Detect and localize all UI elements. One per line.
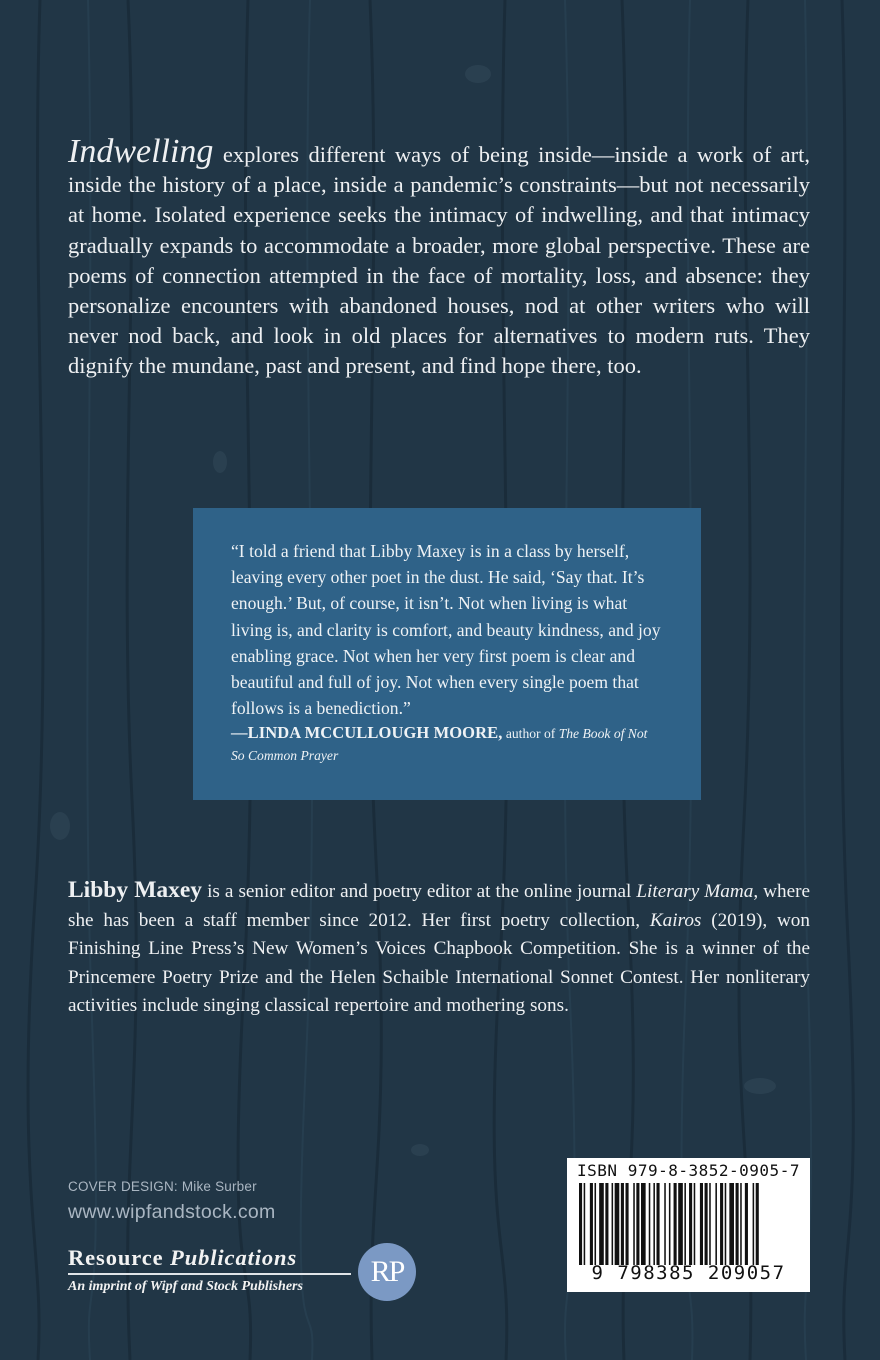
barcode-bar bbox=[709, 1183, 711, 1265]
barcode-bar bbox=[669, 1183, 671, 1265]
back-cover-blurb bbox=[68, 133, 810, 382]
barcode-bar bbox=[626, 1183, 629, 1265]
barcode-bar bbox=[689, 1183, 692, 1265]
endorsement-quote-box bbox=[193, 508, 701, 800]
endorsement-text: “I told a friend that Libby Maxey is in a class by herself, leaving every other poet in the dust. He said, ‘Say that. It’s enough.’ But, of course, it isn’t. Not when living is what living is, and clarity is comfort, and beauty kindness, and joy enabling grace. Not when her very first poem is clear and beautiful and full of joy. Not when every single poem that follows is a benediction.” bbox=[231, 541, 661, 719]
imprint-divider bbox=[68, 1273, 351, 1275]
bio-book: Kairos bbox=[649, 909, 702, 931]
barcode-bar bbox=[636, 1183, 639, 1265]
barcode-bar bbox=[753, 1183, 755, 1265]
cover-credits bbox=[68, 1178, 276, 1225]
author-bio bbox=[68, 876, 810, 1021]
imprint-subtitle bbox=[68, 1279, 353, 1295]
barcode-bar bbox=[715, 1183, 717, 1265]
imprint-title bbox=[68, 1244, 353, 1272]
barcode-bar bbox=[621, 1183, 624, 1265]
barcode-bar bbox=[674, 1183, 677, 1265]
blurb-text: explores different ways of being inside—inside a work of art, inside the history of a place, inside a pandemic’s constraints—but not necessarily at home. Isolated experience seeks the intimacy of indwelling, and that intimacy gradually expands to accommodate a broader, more global perspective. These are poems of connection attempted in the face of mortality, loss, and absence: they personalize encounters with abandoned houses, nod at other writers who will never nod back, and look in old places for alternatives to modern ruts. They dignify the mundane, past and present, and find hope there, too. bbox=[68, 142, 810, 379]
barcode-bar bbox=[590, 1183, 593, 1265]
barcode-bar bbox=[641, 1183, 646, 1265]
barcode-bar bbox=[579, 1183, 582, 1265]
barcode-bar bbox=[595, 1183, 597, 1265]
barcode-bar bbox=[633, 1183, 635, 1265]
barcode-bar bbox=[664, 1183, 666, 1265]
barcode-bar bbox=[729, 1183, 734, 1265]
barcode-bar bbox=[612, 1183, 614, 1265]
isbn-barcode bbox=[567, 1158, 810, 1292]
barcode-bars bbox=[579, 1183, 799, 1265]
bio-journal: Literary Mama bbox=[636, 881, 754, 902]
bio-text-3: (2019), won Finishing Line Press’s New Women’s Voices Chapbook Competition. She is a winner of the Princemere Poetry Prize and the Helen Schaible International Sonnet Contest. Her nonliterary activities include singing classical repertoire and mothering sons. bbox=[68, 909, 810, 1017]
barcode-bar bbox=[725, 1183, 727, 1265]
endorser-name: —LINDA MCCULLOUGH MOORE, bbox=[231, 723, 503, 743]
imprint-sub-a: An imprint of bbox=[68, 1279, 150, 1294]
rp-logo: RP bbox=[358, 1243, 416, 1301]
barcode-bar bbox=[705, 1183, 708, 1265]
imprint-title-b: Publications bbox=[170, 1245, 298, 1270]
barcode-bar bbox=[678, 1183, 683, 1265]
barcode-bar bbox=[584, 1183, 586, 1265]
author-name: Libby Maxey bbox=[68, 877, 203, 903]
isbn-label: ISBN 979-8-3852-0905-7 bbox=[577, 1161, 800, 1180]
barcode-bar bbox=[740, 1183, 742, 1265]
endorser-role: author of bbox=[502, 726, 559, 742]
imprint-sub-b: Wipf and Stock Publishers bbox=[149, 1279, 303, 1294]
bio-text-2: , where she has been a staff member since 2012. Her first poetry collection, bbox=[68, 881, 811, 931]
barcode-bar bbox=[694, 1183, 696, 1265]
barcode-bar bbox=[605, 1183, 608, 1265]
barcode-bar bbox=[756, 1183, 759, 1265]
blurb-title: Indwelling bbox=[68, 133, 214, 170]
barcode-bar bbox=[653, 1183, 655, 1265]
barcode-bar bbox=[720, 1183, 723, 1265]
barcode-bar bbox=[599, 1183, 604, 1265]
barcode-bar bbox=[700, 1183, 703, 1265]
endorser-book: The Book of Not So Common Prayer bbox=[231, 726, 648, 764]
endorsement-attribution bbox=[231, 722, 663, 767]
barcode-bar bbox=[745, 1183, 748, 1265]
cover-design-credit: COVER DESIGN: Mike Surber bbox=[68, 1179, 257, 1194]
barcode-bar bbox=[649, 1183, 651, 1265]
barcode-bar bbox=[684, 1183, 686, 1265]
publisher-website: www.wipfandstock.com bbox=[68, 1201, 276, 1223]
publisher-imprint bbox=[68, 1244, 353, 1295]
bio-text-1: is a senior editor and poetry editor at the online journal bbox=[202, 881, 637, 902]
barcode-digits: 9 798385 209057 bbox=[591, 1262, 786, 1284]
imprint-title-a: Resource bbox=[68, 1245, 171, 1270]
barcode-bar bbox=[615, 1183, 620, 1265]
barcode-bar bbox=[657, 1183, 660, 1265]
barcode-bar bbox=[736, 1183, 739, 1265]
